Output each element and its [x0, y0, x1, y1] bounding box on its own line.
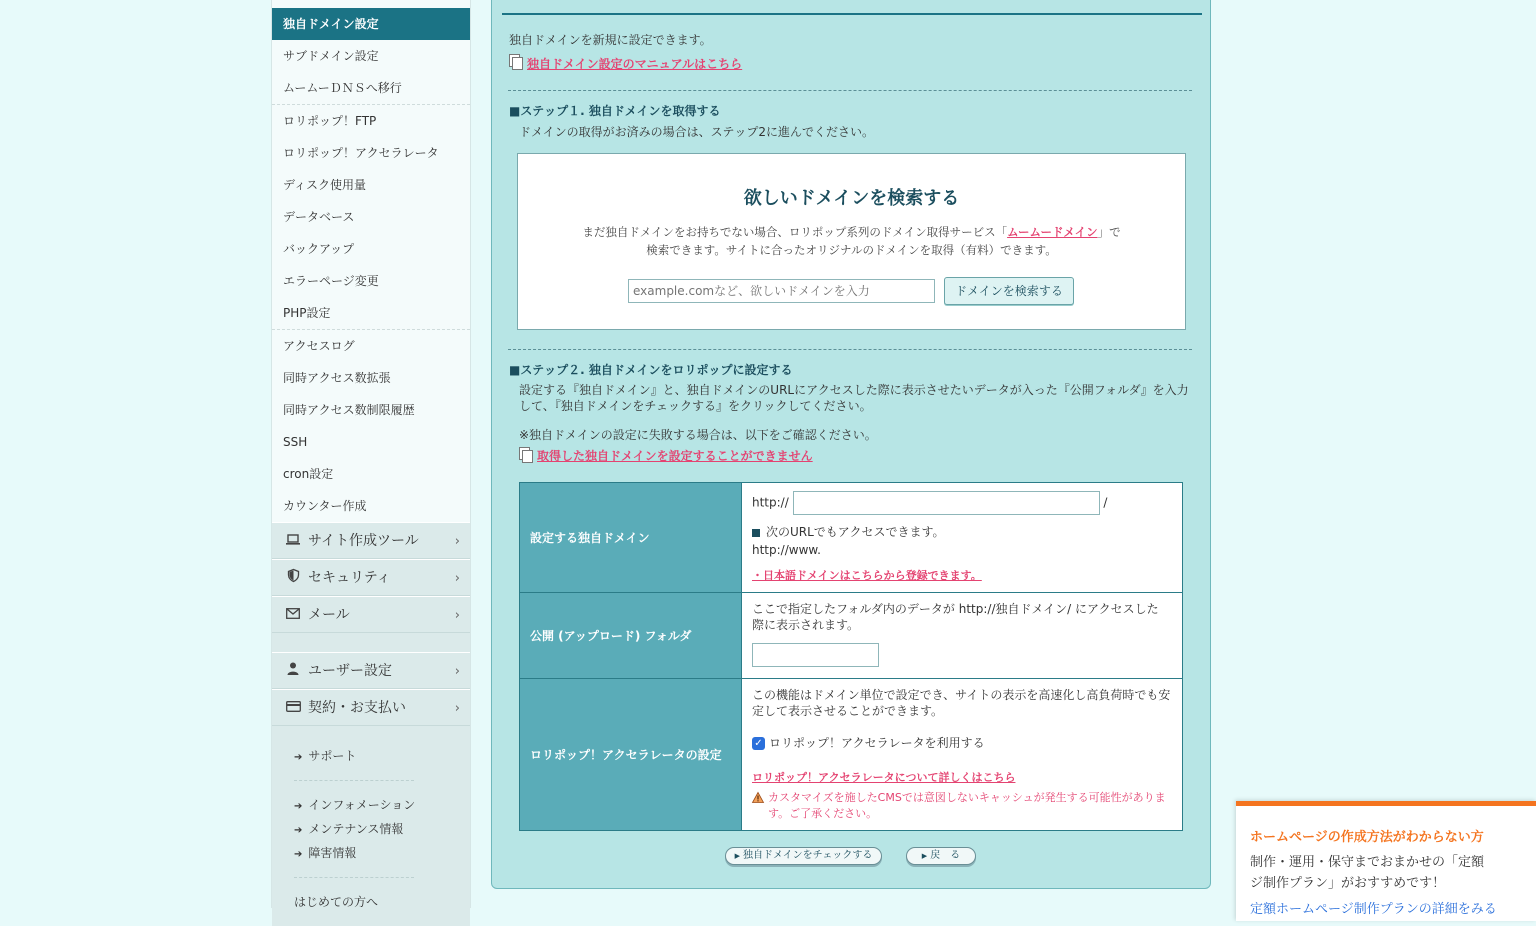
intro-text: 独自ドメインを新規に設定できます。	[509, 33, 712, 47]
slash-suffix: /	[1103, 495, 1108, 510]
domain-label: 設定する独自ドメイン	[520, 483, 742, 593]
promo-body-line: 制作・運用・保守までおまかせの「定額	[1250, 855, 1485, 870]
table-row	[520, 679, 1183, 831]
sidebar-item-ssh[interactable]: SSH	[283, 435, 308, 449]
search-desc-text: 」で	[1097, 225, 1121, 239]
accelerator-desc	[752, 687, 1172, 719]
domain-cell	[742, 483, 1183, 593]
sidebar-link-support[interactable]	[272, 744, 470, 768]
folder-label: 公開 (アップロード) フォルダ	[520, 593, 742, 679]
table-row	[520, 593, 1183, 679]
muumuu-domain-link[interactable]: ムームードメイン	[1007, 225, 1098, 239]
section-divider	[508, 349, 1192, 350]
chevron-right-icon: ›	[454, 571, 460, 586]
envelope-icon	[284, 597, 302, 634]
folder-input[interactable]	[752, 643, 879, 667]
table-row	[520, 483, 1183, 593]
accelerator-detail-link[interactable]: ロリポップ！アクセラレータについて詳しくはこちら	[752, 771, 1016, 784]
step2-desc-line: 設定する『独自ドメイン』と、独自ドメインのURLにアクセスした際に表示させたいデータが入った『公開フォルダ』を入力	[519, 383, 1189, 397]
sidebar-item-custom-domain[interactable]: 独自ドメイン設定	[272, 8, 470, 40]
cache-warning-line: す。ご了承ください。	[768, 807, 878, 820]
sidebar-group-label: メール	[308, 607, 350, 623]
folder-desc	[752, 601, 1172, 633]
sidebar-link-information[interactable]	[272, 793, 470, 817]
sidebar-group-security[interactable]	[272, 559, 470, 596]
check-domain-button[interactable]	[725, 847, 882, 865]
sidebar-group-label: サイト作成ツール	[308, 533, 419, 549]
sidebar-item-php[interactable]: PHP設定	[283, 306, 331, 320]
manual-link[interactable]: 独自ドメイン設定のマニュアルはこちら	[527, 57, 743, 71]
sidebar-item-ftp[interactable]: ロリポップ！FTP	[283, 114, 377, 128]
sidebar-group-mail[interactable]	[272, 596, 470, 633]
sidebar-nav	[271, 0, 471, 908]
sidebar-link-label: サポート	[308, 749, 357, 763]
sidebar-divider	[294, 780, 414, 781]
back-button[interactable]	[906, 847, 976, 865]
panel-header-rule	[502, 13, 1202, 15]
sidebar-group-label: 契約・お支払い	[308, 700, 406, 716]
sidebar-item-cron[interactable]: cron設定	[283, 467, 334, 481]
sidebar-group-billing[interactable]	[272, 689, 470, 726]
accelerator-desc-line: この機能はドメイン単位で設定でき、サイトの表示を高速化し高負荷時でも安	[752, 688, 1171, 702]
chevron-right-icon: ›	[454, 534, 460, 549]
domain-settings-table	[519, 482, 1183, 831]
sidebar-group-site-tools[interactable]	[272, 522, 470, 559]
button-label: 独自ドメインをチェックする	[742, 850, 873, 861]
accelerator-label: ロリポップ！アクセラレータの設定	[520, 679, 742, 831]
search-desc-text: まだ独自ドメインをお持ちでない場合、ロリポップ系列のドメイン取得サービス「	[582, 225, 1008, 239]
sidebar-item-counter[interactable]: カウンター作成	[283, 499, 367, 513]
trouble-link[interactable]: 取得した独自ドメインを設定することができません	[537, 449, 813, 463]
sidebar-item-disk-usage[interactable]: ディスク使用量	[283, 178, 367, 192]
shield-icon	[284, 560, 302, 597]
japanese-domain-link[interactable]: ・日本語ドメインはこちらから登録できます。	[752, 569, 982, 582]
sidebar-item-muumuu-dns[interactable]: ムームーＤＮＳへ移行	[283, 81, 402, 95]
step2-title: ■ステップ２. 独自ドメインをロリポップに設定する	[509, 363, 793, 377]
promo-body	[1250, 852, 1484, 894]
accelerator-desc-line: 定して表示させることができます。	[752, 704, 944, 718]
main-panel	[491, 0, 1211, 889]
step2-description	[519, 382, 1189, 414]
sidebar-item-database[interactable]: データベース	[283, 210, 355, 224]
sidebar-item-access-log[interactable]: アクセスログ	[283, 339, 355, 353]
arrow-right-icon: ➔	[294, 825, 303, 836]
chevron-right-icon: ›	[454, 608, 460, 623]
folder-desc-line: 際に表示されます。	[752, 618, 860, 632]
arrow-right-icon: ➔	[294, 801, 303, 812]
accelerator-checkbox[interactable]: ✓	[752, 737, 765, 750]
step1-title: ■ステップ１. 独自ドメインを取得する	[509, 104, 721, 118]
search-description	[518, 223, 1185, 259]
sidebar-group-user-settings[interactable]	[272, 652, 470, 689]
sidebar-divider	[294, 877, 414, 878]
domain-input[interactable]	[793, 491, 1100, 515]
http-prefix: http://	[752, 495, 789, 510]
sidebar-link-label: 障害情報	[308, 846, 357, 860]
sidebar-link-beginners[interactable]: はじめての方へ	[294, 895, 379, 909]
promo-title: ホームページの作成方法がわからない方	[1250, 830, 1484, 845]
credit-card-icon	[284, 690, 302, 727]
accelerator-checkbox-label: ロリポップ！アクセラレータを利用する	[769, 736, 985, 750]
square-bullet-icon	[752, 529, 760, 537]
sidebar-item-concurrent-access[interactable]: 同時アクセス数拡張	[283, 371, 391, 385]
sidebar-item-access-limit-history[interactable]: 同時アクセス数制限履歴	[283, 403, 415, 417]
step2-desc-line: して、『独自ドメインをチェックする』をクリックしてください。	[519, 399, 872, 413]
sidebar-spacer	[272, 633, 470, 652]
arrow-right-icon: ➔	[294, 752, 303, 763]
chevron-right-icon: ›	[454, 664, 460, 679]
domain-search-box	[517, 153, 1186, 330]
sidebar-item-subdomain[interactable]: サブドメイン設定	[283, 49, 379, 63]
domain-search-button[interactable]: ドメインを検索する	[944, 277, 1074, 305]
sidebar-item-accelerator[interactable]: ロリポップ！アクセラレータ	[283, 146, 439, 160]
document-icon	[519, 447, 530, 460]
sidebar-group-label: セキュリティ	[308, 570, 391, 586]
step2-note: ※独自ドメインの設定に失敗する場合は、以下をご確認ください。	[519, 428, 877, 442]
section-divider	[508, 90, 1192, 91]
sidebar-link-maintenance[interactable]	[272, 817, 470, 841]
chevron-right-icon: ›	[454, 701, 460, 716]
promo-panel[interactable]	[1236, 801, 1536, 921]
cache-warning	[768, 790, 1166, 822]
alt-url-note: 次のURLでもアクセスできます。	[766, 525, 945, 539]
step1-note: ドメインの取得がお済みの場合は、ステップ2に進んでください。	[519, 125, 875, 139]
triangle-right-icon: ▶	[921, 852, 928, 860]
arrow-right-icon: ➔	[294, 849, 303, 860]
user-icon	[284, 653, 302, 690]
domain-search-input[interactable]	[628, 279, 935, 303]
accelerator-cell	[742, 679, 1183, 831]
alt-url: http://www.	[752, 543, 821, 557]
sidebar-link-label: メンテナンス情報	[308, 822, 404, 836]
promo-body-line: ジ制作プラン」がおすすめです！	[1250, 876, 1446, 891]
document-icon	[509, 54, 520, 67]
button-label: 戻 る	[930, 850, 961, 861]
search-heading: 欲しいドメインを検索する	[743, 188, 960, 209]
warning-icon	[752, 791, 764, 822]
sidebar-link-label: インフォメーション	[308, 798, 416, 812]
folder-cell	[742, 593, 1183, 679]
sidebar-link-incidents[interactable]	[272, 841, 470, 865]
promo-link[interactable]: 定額ホームページ制作プランの詳細をみる	[1250, 902, 1497, 917]
laptop-icon	[284, 523, 302, 560]
sidebar-group-label: ユーザー設定	[308, 663, 392, 679]
search-desc-text: 検索できます。サイトに合ったオリジナルのドメインを取得（有料）できます。	[646, 243, 1057, 257]
folder-desc-line: ここで指定したフォルダ内のデータが http://独自ドメイン/ にアクセスした	[752, 602, 1159, 616]
sidebar-item-error-page[interactable]: エラーページ変更	[283, 274, 379, 288]
cache-warning-line: カスタマイズを施したCMSでは意図しないキャッシュが発生する可能性がありま	[768, 791, 1166, 804]
triangle-right-icon: ▶	[734, 852, 740, 860]
sidebar-item-backup[interactable]: バックアップ	[283, 242, 355, 256]
sidebar-footer	[272, 726, 470, 926]
